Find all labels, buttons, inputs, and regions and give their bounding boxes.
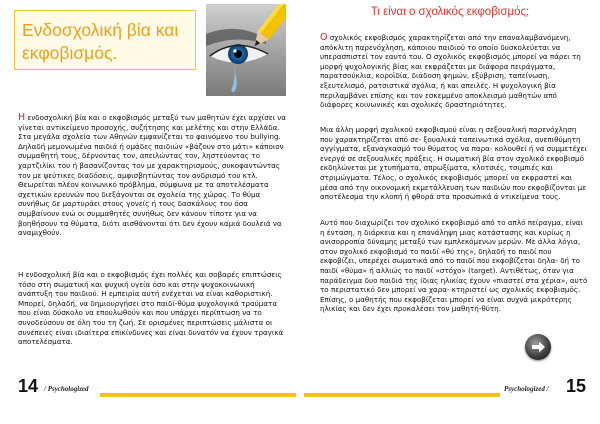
article-title: Ενδοσχολική βία και εκφοβισμός. <box>22 20 179 63</box>
intro-paragraph <box>18 113 288 238</box>
arrow-right-icon <box>529 338 547 356</box>
crying-eye-pencil-image <box>206 4 286 96</box>
footer-rule-right <box>304 393 500 397</box>
definition-paragraph-text: σχολικός εκφοβισμός χαρακτηρίζεται από την επαναλαμβανόμενη, απόκλιτη παρενόχληση, κάποιου παιδιού το οποίο δυσκολεύεται να υπερασπιστεί τον εαυτό του. Ο σχολικός εκφοβισμός μπορεί να πάρει τη μορφή ψυχολογικής βίας και εκφράζεται με διάφορα πειράγματα, παρατσούκλια, κοροϊδία, διάδοση φημών, εξύβριση, ταπείνωση, εξευτελισμό, ρατσιστικά σχόλια, ή και απειλές. Η ψυχολογική βία περιλαμβάνει επίσης και τον εσκεμμένο αποκλεισμό μαθητών από διάφορες κοινωνικές και σχολικές δραστηριότητες. <box>320 33 581 110</box>
forms-paragraph: Μια άλλη μορφή σχολικού εκφοβισμού είναι η σεξουαλική παρενόχληση που χαρακτηρίζεται από σε- ξουαλικά ταπεινωτικά σχόλια, ανεπιθύμητη αγγίγματα, εξαναγκασμό του θύματος να παρα- κολουθεί ή να συμμετέχει ενεργά σε σεξουαλικές πράξεις. Η σωματική βία στον σχολικό εκφοβισμό εκδηλώνεται με χτυπήματα, σπρωξίματα, κλοτσιές, τσιμπιές και στριμώγματα. Τέλος, ο σχολικός εκφοβισμός μπορεί να εκφραστεί και μέσα από την οικονομική εκμετάλλευση των παιδιών που εκφοβίζονται με αποτέλεσμα την κλοπή ή φθορά στα προσωπικά ά ντικείμενα τους. <box>320 125 587 202</box>
definition-paragraph <box>320 33 588 110</box>
effects-paragraph: Η ενδοσχολική βία και ο εκφοβισμός έχει πολλές και σοβαρές επιπτώσεις τόσο στη σωματική και ψυχική υγεία όσο και στην ψυχοκοινωνική ανάπτυξη του παιδιού. Η εμπειρία αυτή ενέχεται να είναι καθοριστική. Μπορεί, δηλαδή, να δημιουργήσει στο παιδί-θύμα ψυχολογικά τραύματα που είναι δύσκολο να επουλωθούν και που υπάρχει περίπτωση να το συνοδεύσουν σε όλη του τη ζωή. Σε ορισμένες περιπτώσεις μάλιστα οι συνέπειες είναι ιδιαίτερα επικίνδυνες και είναι δυνατόν να έχουν τραγικά αποτελέσματα. <box>18 270 284 347</box>
intro-paragraph-text: ενδοσχολική βία και ο εκφοβισμός μεταξύ των μαθητών έχει αρχίσει να γίνεται αντικείμενο προσοχής, συζήτησης και μελέτης και στην Ελλάδα. Στα μεγάλα σχολεία των Αθηνών εμφανίζεται το φαινόμενο του bullying. Δηλαδή μεμονωμένα παιδιά ή ομάδες παιδιών «βάζουν στο μάτι» κάποιον συμμαθητή τους, δέρνοντας τον, απειλώντας τον, ληστεύοντας το χαρτζιλίκι του ή βασανίζοντας τον με χαρακτηρισμούς, συκοφαντώντας τον με ψεύτικες διαδόσεις, αμφισβητώντας τον ανδρισμό του κτλ. Θεωρείται πλέον κοινωνικό πρόβλημα, σύμφωνα με τα αποτελέσματα σχετικών ερευνών που διεξάγονται σε σχολεία της χώρας. Το θύμα συνήθως δε μαρτυράει στους γονείς ή τους δασκάλους του όσα συμβαίνουν ενώ οι συμμαθητές συνήθως δεν κάνουν τίποτε για να βοηθήσουν τα θύματα, διότι αισθάνονται ότι δεν έχουν καμιά δουλειά να αναμιχθούν. <box>18 113 286 238</box>
dropcap-letter: Ο <box>320 32 328 43</box>
footer-rule-left <box>100 393 296 397</box>
page-number-left: 14 <box>18 376 39 396</box>
right-page <box>300 0 600 424</box>
distinction-paragraph: Αυτό που διαχωρίζει τον σχολικό εκφοβισμό από το απλό πείραγμα, είναι η ένταση, η διάρκεια και η επανάληψη μιας κατάστασης και κυρίως η ανισορροπία δύναμης μεταξύ των εμπλεκόμενων μερών. Με άλλα λόγια, στον σχολικό εκφοβισμό το παιδί «θύ της», δηλαδή το παιδί που εκφοβίζει, υπερέχει σωματικά από το παιδί που εκφοβίζεται δηλα- δή το παιδί «θύμα» ή αλλιώς το παιδί «στόχο» (target). Αντιθέτως, όταν για παράδειγμα δυο παιδιά της ίδιας ηλικίας έχουν «πιαστεί στα χέρια», αυτό το περιστατικό δεν μπορεί να χαρα- κτηριστεί ως σχολικός εκφοβισμός. Επίσης, ο μαθητής που εκφοβίζεται μπορεί να είναι συχνά μικρότερης ηλικίας και δεν έχει προκαλέσει τον μαθητή-θύτη. <box>320 218 588 314</box>
brand-label-left: / Psychologized <box>44 385 89 393</box>
brand-label-right: Psychologized / <box>504 385 549 393</box>
section-title: Τι είναι ο σχολικός εκφοβισμός; <box>370 6 530 18</box>
page-number-right: 15 <box>566 376 587 396</box>
next-page-arrow-button[interactable] <box>525 334 551 360</box>
dropcap-letter: Η <box>18 112 26 123</box>
